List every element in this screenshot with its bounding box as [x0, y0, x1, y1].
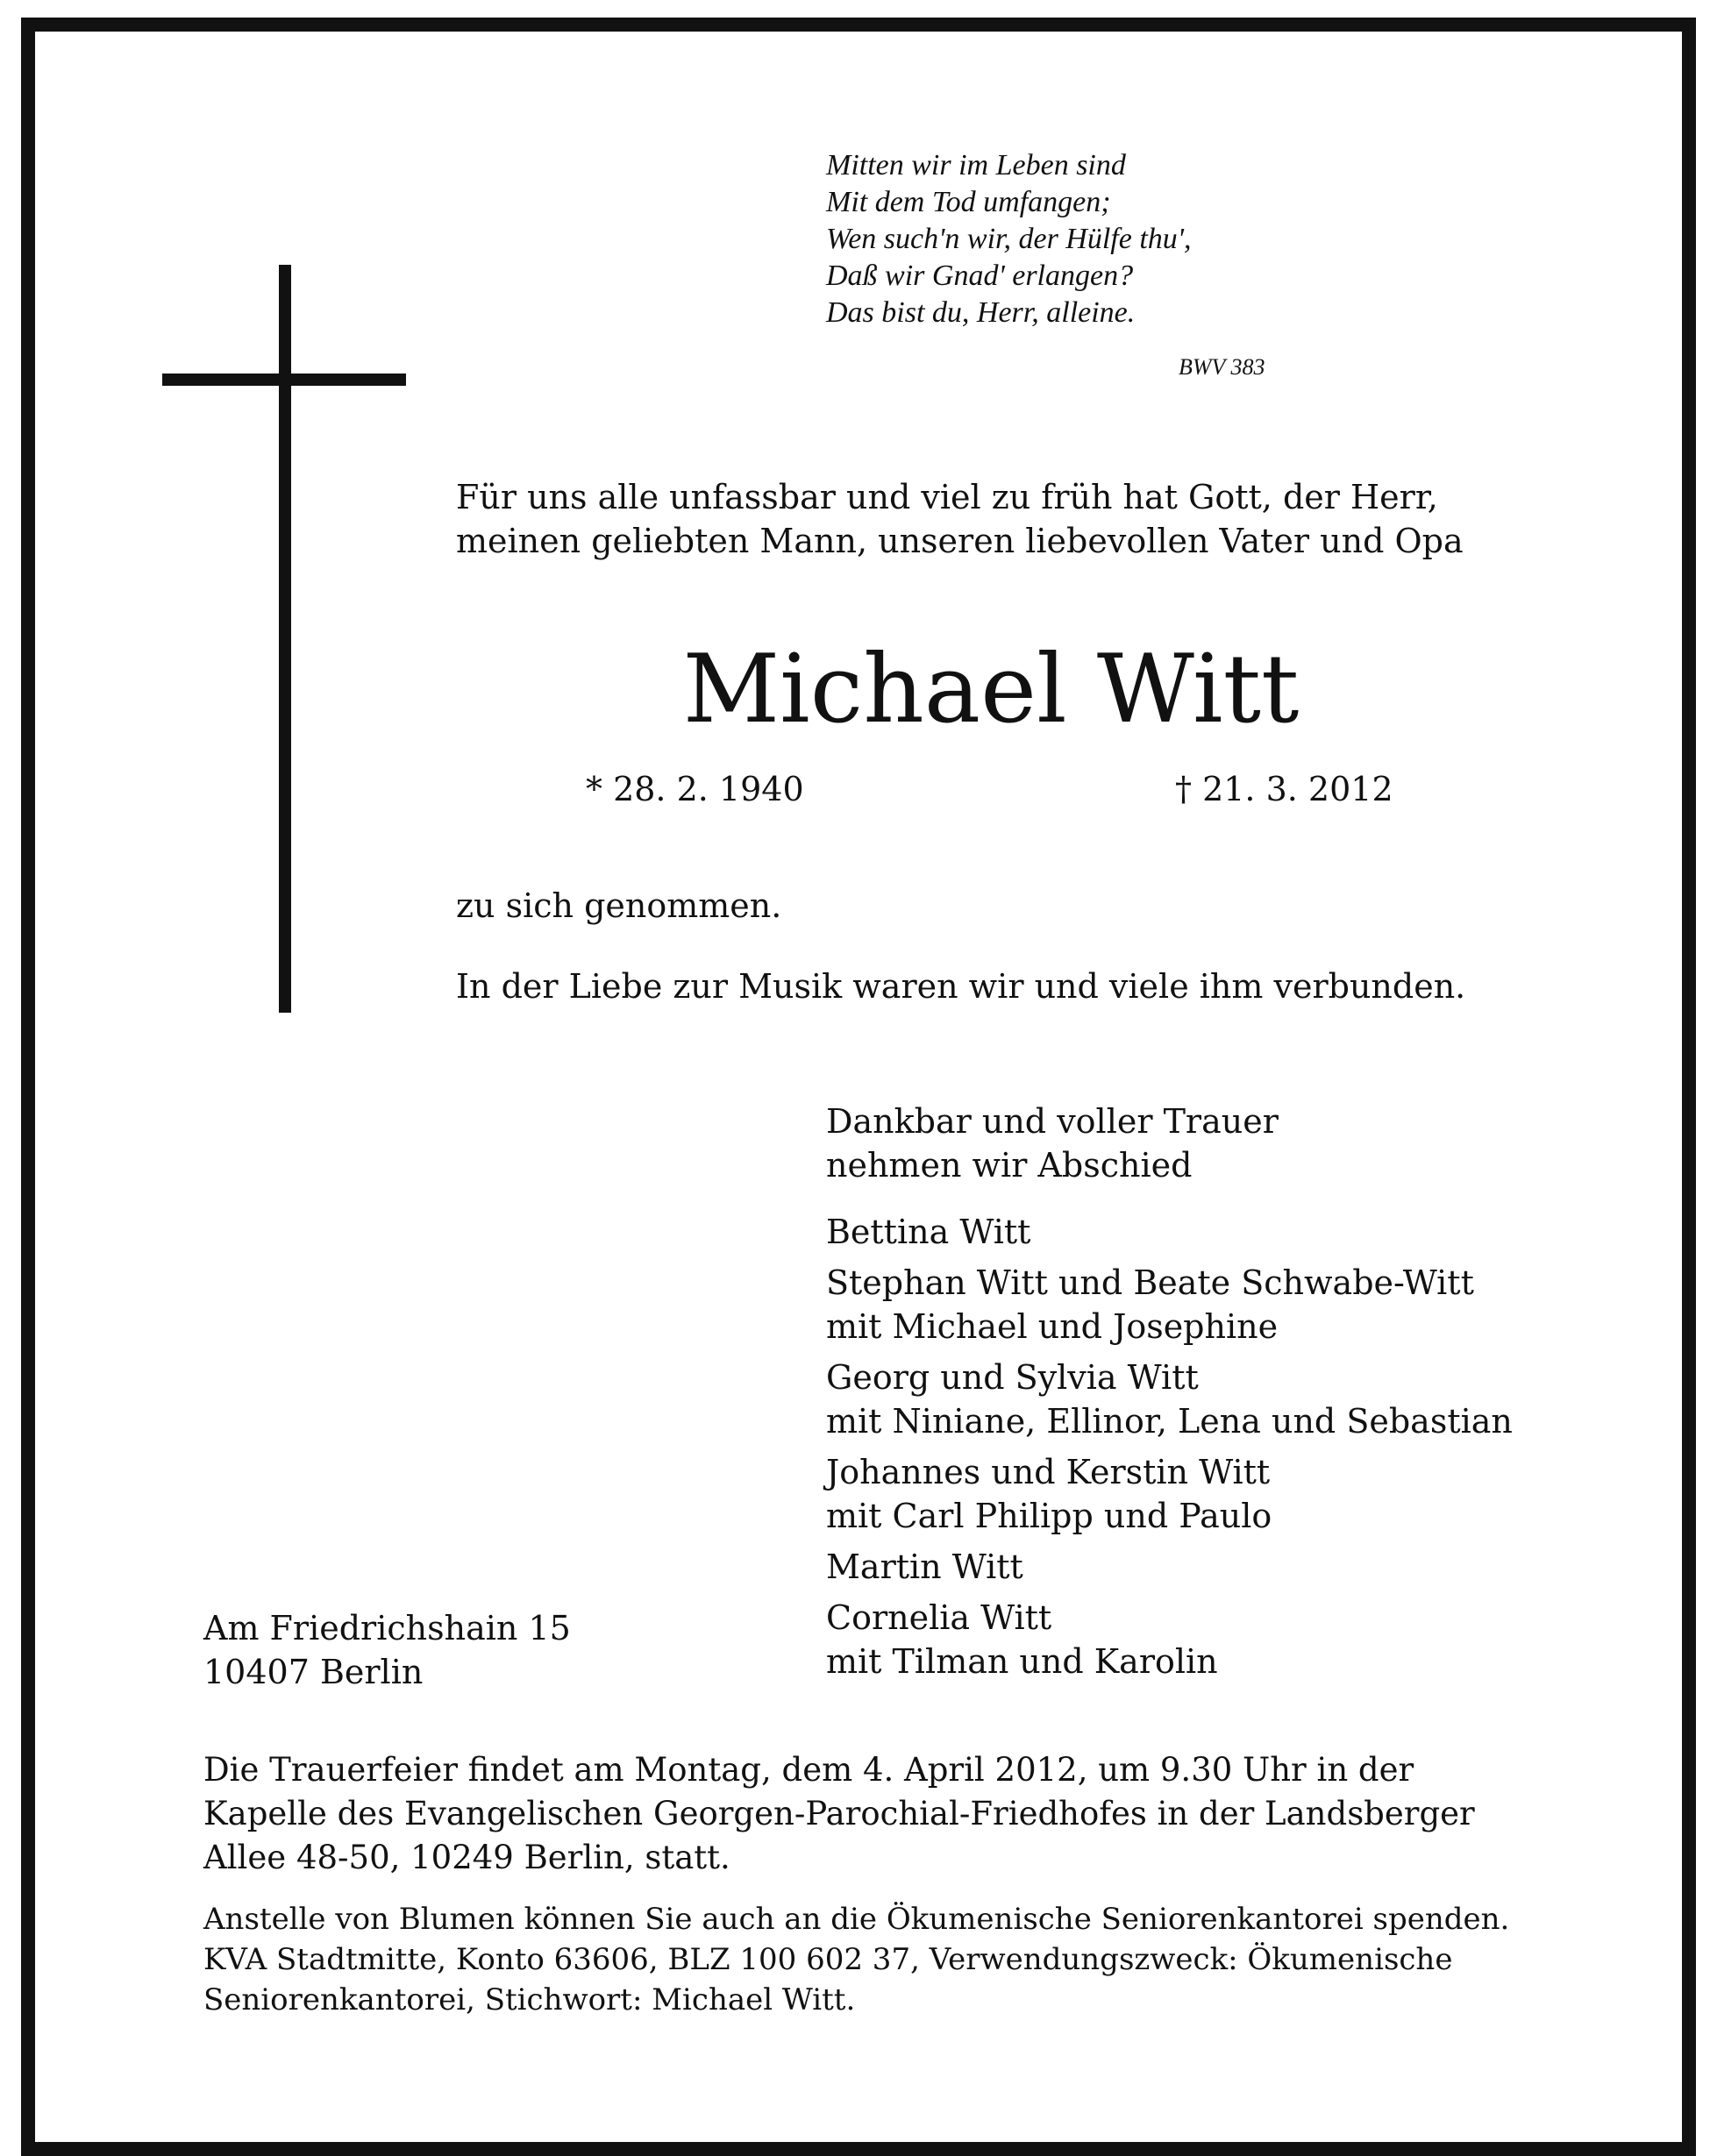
family-name: Stephan Witt und Beate Schwabe-Witt	[826, 1263, 1474, 1302]
verse-line: Wen such'n wir, der Hülfe thu',	[826, 223, 1192, 255]
intro-line: Für uns alle unfassbar und viel zu früh hat Gott, der Herr,	[456, 478, 1438, 516]
family-children: mit Niniane, Ellinor, Lena und Sebastian	[826, 1402, 1513, 1441]
address	[203, 1606, 571, 1694]
intro-line: meinen geliebten Mann, unseren liebevollen Vater und Opa	[456, 522, 1464, 560]
donation-notice	[203, 1899, 1509, 2020]
farewell-text	[826, 1099, 1279, 1187]
family-name: Georg und Sylvia Witt	[826, 1358, 1199, 1397]
family-entry	[826, 1356, 1513, 1443]
verse-line: Mit dem Tod umfangen;	[826, 186, 1111, 218]
family-entry	[826, 1596, 1513, 1683]
family-entry	[826, 1545, 1513, 1589]
family-list	[826, 1210, 1513, 1690]
family-entry	[826, 1450, 1513, 1538]
family-children: mit Michael und Josephine	[826, 1307, 1279, 1346]
deceased-name: Michael Witt	[682, 635, 1300, 744]
family-name: Cornelia Witt	[826, 1598, 1052, 1637]
family-entry	[826, 1261, 1513, 1348]
service-line: Die Trauerfeier findet am Montag, dem 4. April 2012, um 9.30 Uhr in der	[203, 1751, 1414, 1789]
family-name: Martin Witt	[826, 1548, 1023, 1586]
verse-source: BWV 383	[1179, 354, 1265, 380]
family-name: Bettina Witt	[826, 1213, 1031, 1251]
hymn-verse	[826, 147, 1192, 331]
birth-date: * 28. 2. 1940	[586, 770, 804, 808]
donation-line: Anstelle von Blumen können Sie auch an die Ökumenische Seniorenkantorei spenden.	[203, 1902, 1510, 1937]
donation-line: Seniorenkantorei, Stichwort: Michael Witt.	[203, 1982, 856, 2017]
music-text: In der Liebe zur Musik waren wir und viele ihm verbunden.	[456, 967, 1466, 1006]
verse-line: Das bist du, Herr, alleine.	[826, 296, 1136, 329]
address-street: Am Friedrichshain 15	[203, 1609, 571, 1647]
service-line: Kapelle des Evangelischen Georgen-Parochial-Friedhofes in der Landsberger	[203, 1795, 1475, 1832]
verse-line: Daß wir Gnad' erlangen?	[826, 260, 1134, 292]
death-date: † 21. 3. 2012	[1175, 770, 1393, 808]
address-city: 10407 Berlin	[203, 1653, 424, 1691]
farewell-line: nehmen wir Abschied	[826, 1146, 1193, 1185]
verse-line: Mitten wir im Leben sind	[826, 149, 1126, 181]
intro-text	[456, 475, 1464, 563]
family-entry	[826, 1210, 1513, 1254]
family-children: mit Carl Philipp und Paulo	[826, 1497, 1272, 1535]
family-children: mit Tilman und Karolin	[826, 1642, 1218, 1681]
donation-line: KVA Stadtmitte, Konto 63606, BLZ 100 602 37, Verwendungszweck: Ökumenische	[203, 1942, 1453, 1977]
service-notice	[203, 1748, 1475, 1880]
family-name: Johannes und Kerstin Witt	[826, 1453, 1271, 1491]
farewell-line: Dankbar und voller Trauer	[826, 1102, 1279, 1141]
taken-text: zu sich genommen.	[456, 886, 782, 925]
cross-icon-horizontal-beam	[162, 374, 406, 386]
service-line: Allee 48-50, 10249 Berlin, statt.	[203, 1839, 730, 1876]
